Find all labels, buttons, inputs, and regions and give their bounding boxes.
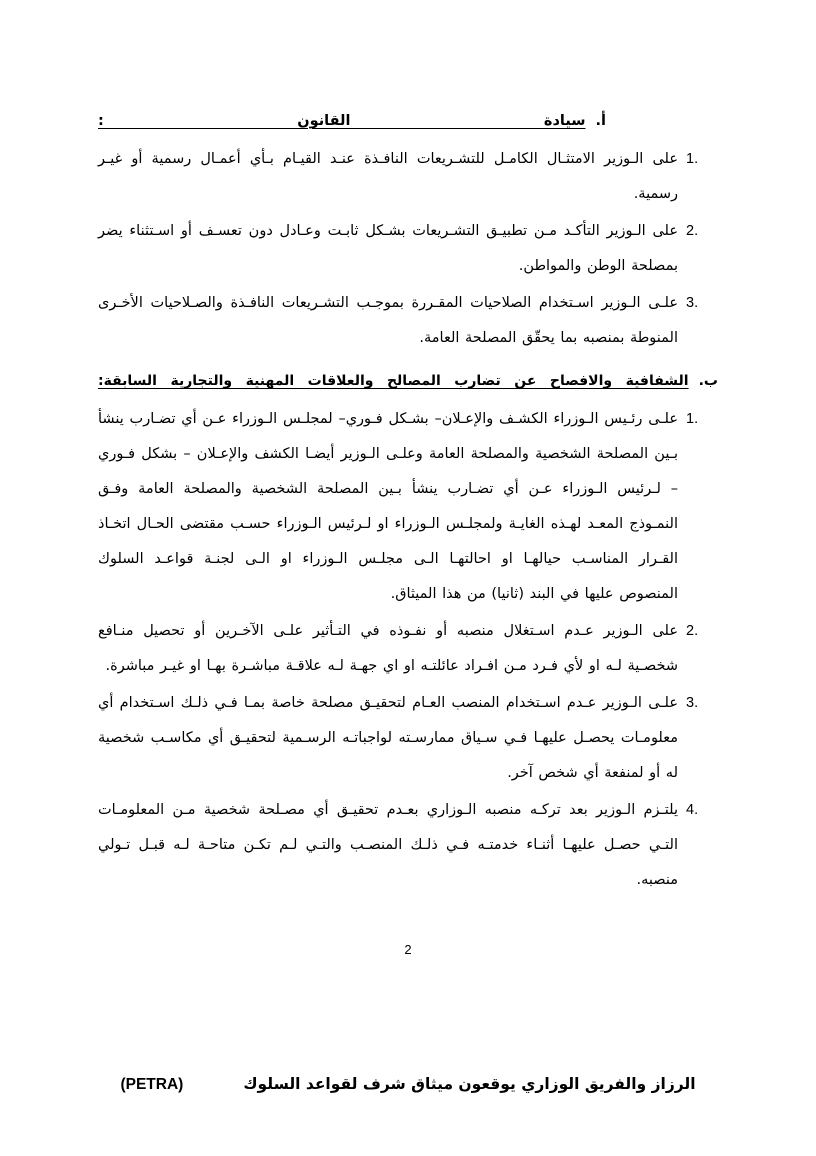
section-marker-b: ب. xyxy=(698,373,718,389)
list-item xyxy=(98,614,718,684)
section-heading-b xyxy=(98,364,718,398)
list-item xyxy=(98,142,718,212)
section-marker-a: أ. xyxy=(595,113,606,129)
list-item xyxy=(98,286,718,356)
footer-caption xyxy=(0,1075,816,1094)
list-item-text: على الـوزير عـدم اسـتغلال منصبه أو نفـوذه في التـأثير علـى الآخـرين أو تحصيل منـافع شخصـية لـه او لأي فـرد مـن افـراد عائلتـه او اي جهـة لـه علاقـة مباشـرة بهـا او غيـر مباشرة. xyxy=(98,623,678,674)
list-item-text: يلتـزم الـوزير بعد تركـه منصبه الـوزاري بعـدم تحقيـق أي مصـلحة شخصية مـن المعلومـات التـي حصـل عليهـا أثنـاء خدمتـه فـي ذلـك المنصـب والتـي لـم تكـن متاحـة لـه قبـل تـولي منصبه. xyxy=(98,802,678,888)
document-body xyxy=(98,104,718,900)
section-a-list xyxy=(98,142,718,356)
list-item xyxy=(98,214,718,284)
section-heading-a xyxy=(98,104,718,138)
list-item-text: على الـوزير الامتثـال الكامـل للتشـريعات النافـذة عنـد القيـام بـأي أعمـال رسمية أو غيـر رسمية. xyxy=(98,151,678,202)
list-item xyxy=(98,793,718,898)
list-item-text: علـى الـوزير اسـتخدام الصلاحيات المقـررة بموجـب التشـريعات النافـذة والصـلاحيات الأخـرى المنوطة بمنصبه بما يحقّق المصلحة العامة. xyxy=(98,295,678,346)
list-item xyxy=(98,686,718,791)
list-marker: 2. xyxy=(686,223,699,239)
list-marker: 4. xyxy=(686,802,699,818)
list-item xyxy=(98,402,718,612)
list-marker: 1. xyxy=(686,411,699,427)
footer-caption-source: (PETRA) xyxy=(120,1076,184,1093)
section-b-list xyxy=(98,402,718,898)
list-marker: 2. xyxy=(686,623,699,639)
list-item-text: علـى رئـيس الـوزراء الكشـف والإعـلان– بشـكل فـوري– لمجلـس الـوزراء عـن أي تضـارب ينشأ بـين المصلحة الشخصية والمصلحة العامة وعلـى الـوزير أيضـا الكشف والإعـلان – بشكل فـوري – لـرئيس الـوزراء عـن أي تضـارب ينشأ بـين المصلحة الشخصية والمصلحة العامة وفـق النمـوذج المعـد لهـذه الغايـة ولمجلـس الـوزراء او لـرئيس الـوزراء حسـب مقتضى الحـال اتخـاذ القـرار المناسـب حيالهـا او احالتهـا الـى مجلـس الـوزراء او الـى لجنـة قواعـد السلوك المنصوص عليها في البند (ثانيا) من هذا الميثاق. xyxy=(98,411,678,602)
list-marker: 3. xyxy=(686,695,699,711)
footer-caption-arabic: الرزاز والفريق الوزاري يوقعون ميثاق شرف لقواعد السلوك xyxy=(243,1075,696,1093)
list-marker: 1. xyxy=(686,151,699,167)
list-marker: 3. xyxy=(686,295,699,311)
list-item-text: علـى الـوزير عـدم اسـتخدام المنصب العـام لتحقيـق مصلحة خاصة بمـا فـي ذلـك اسـتخدام أي معلومـات يحصـل عليهـا فـي سـياق ممارسـته لواجباتـه الرسـمية لتحقيـق أي مكاسـب شخصية له أو لمنفعة أي شخص آخر. xyxy=(98,695,678,781)
section-title-b: الشفافية والافصاح عن تضارب المصالح والعلاقات المهنية والتجارية السابقة: xyxy=(98,373,689,389)
page-number: 2 xyxy=(404,942,412,957)
list-item-text: على الـوزير التأكـد مـن تطبيـق التشـريعات بشـكل ثابـت وعـادل دون تعسـف أو اسـتثناء يضر بمصلحة الوطن والمواطن. xyxy=(98,223,678,274)
section-title-a: سيادة القانون : xyxy=(98,113,586,129)
